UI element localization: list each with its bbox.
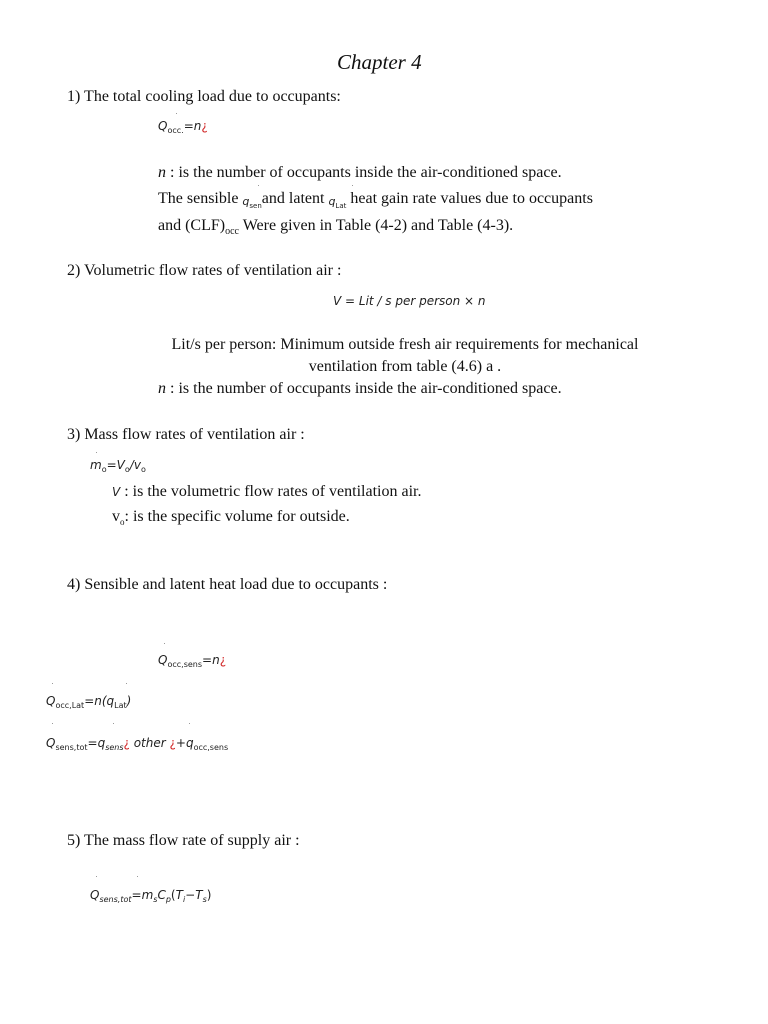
section-3-line-1: V : is the volumetric flow rates of ventilation air.: [112, 483, 422, 500]
equation-marker-dot: [96, 876, 97, 877]
section-2-description-2: ventilation from table (4.6) a .: [308, 358, 502, 375]
section-1-line-1: n : is the number of occupants inside the air-conditioned space.: [158, 164, 562, 181]
section-4-heading: 4) Sensible and latent heat load due to occupants :: [67, 576, 388, 593]
section-1-line-2: The sensible $q_{sen}and$ latent $q_{Lat}$ heat gain rate values due to occupants: [158, 190, 593, 210]
equation-marker-dot: [176, 113, 177, 114]
occupant-load-equation: $Q_{occ.}=n¿$: [158, 119, 208, 135]
occupant-latent-equation: $Q_{occ,Lat}=n(q_{Lat})$: [46, 694, 132, 710]
volumetric-flow-equation: V = Lit / s per person × n: [333, 294, 486, 308]
total-sensible-equation: $Q_{sens,tot}=q_{sens}¿$ other ¿$+q_{occ,sens}$: [46, 736, 229, 752]
section-2-description-3: n : is the number of occupants inside the air-conditioned space.: [158, 380, 562, 397]
section-2-heading: 2) Volumetric flow rates of ventilation air :: [67, 262, 342, 279]
equation-marker-dot: [52, 683, 53, 684]
equation-marker-dot: [189, 723, 190, 724]
equation-marker-dot: [52, 723, 53, 724]
section-2-description-1: Lit/s per person: Minimum outside fresh air requirements for mechanical: [171, 336, 639, 353]
section-1-line-3: and $(CLF)_{occ}$ Were given in Table (4-2) and Table (4-3).: [158, 217, 514, 238]
page-title: Chapter 4: [337, 50, 422, 74]
equation-marker-dot: [258, 185, 259, 186]
occupant-sensible-equation: $Q_{occ,sens}=n¿$: [158, 653, 227, 669]
equation-marker-dot: [352, 185, 353, 186]
section-3-line-2: $v_o$: is the specific volume for outside.: [112, 508, 350, 528]
equation-marker-dot: [113, 723, 114, 724]
supply-air-equation: $Q_{sens,tot}=m_sC_p(T_i-T_s)$: [90, 888, 212, 904]
equation-marker-dot: [96, 452, 97, 453]
equation-marker-dot: [126, 683, 127, 684]
section-1-heading: 1) The total cooling load due to occupants:: [67, 88, 341, 105]
mass-flow-equation: $m_o=V_o/v_o$: [90, 458, 146, 474]
section-5-heading: 5) The mass flow rate of supply air :: [67, 832, 300, 849]
equation-marker-dot: [164, 643, 165, 644]
equation-marker-dot: [137, 876, 138, 877]
section-3-heading: 3) Mass flow rates of ventilation air :: [67, 426, 305, 443]
